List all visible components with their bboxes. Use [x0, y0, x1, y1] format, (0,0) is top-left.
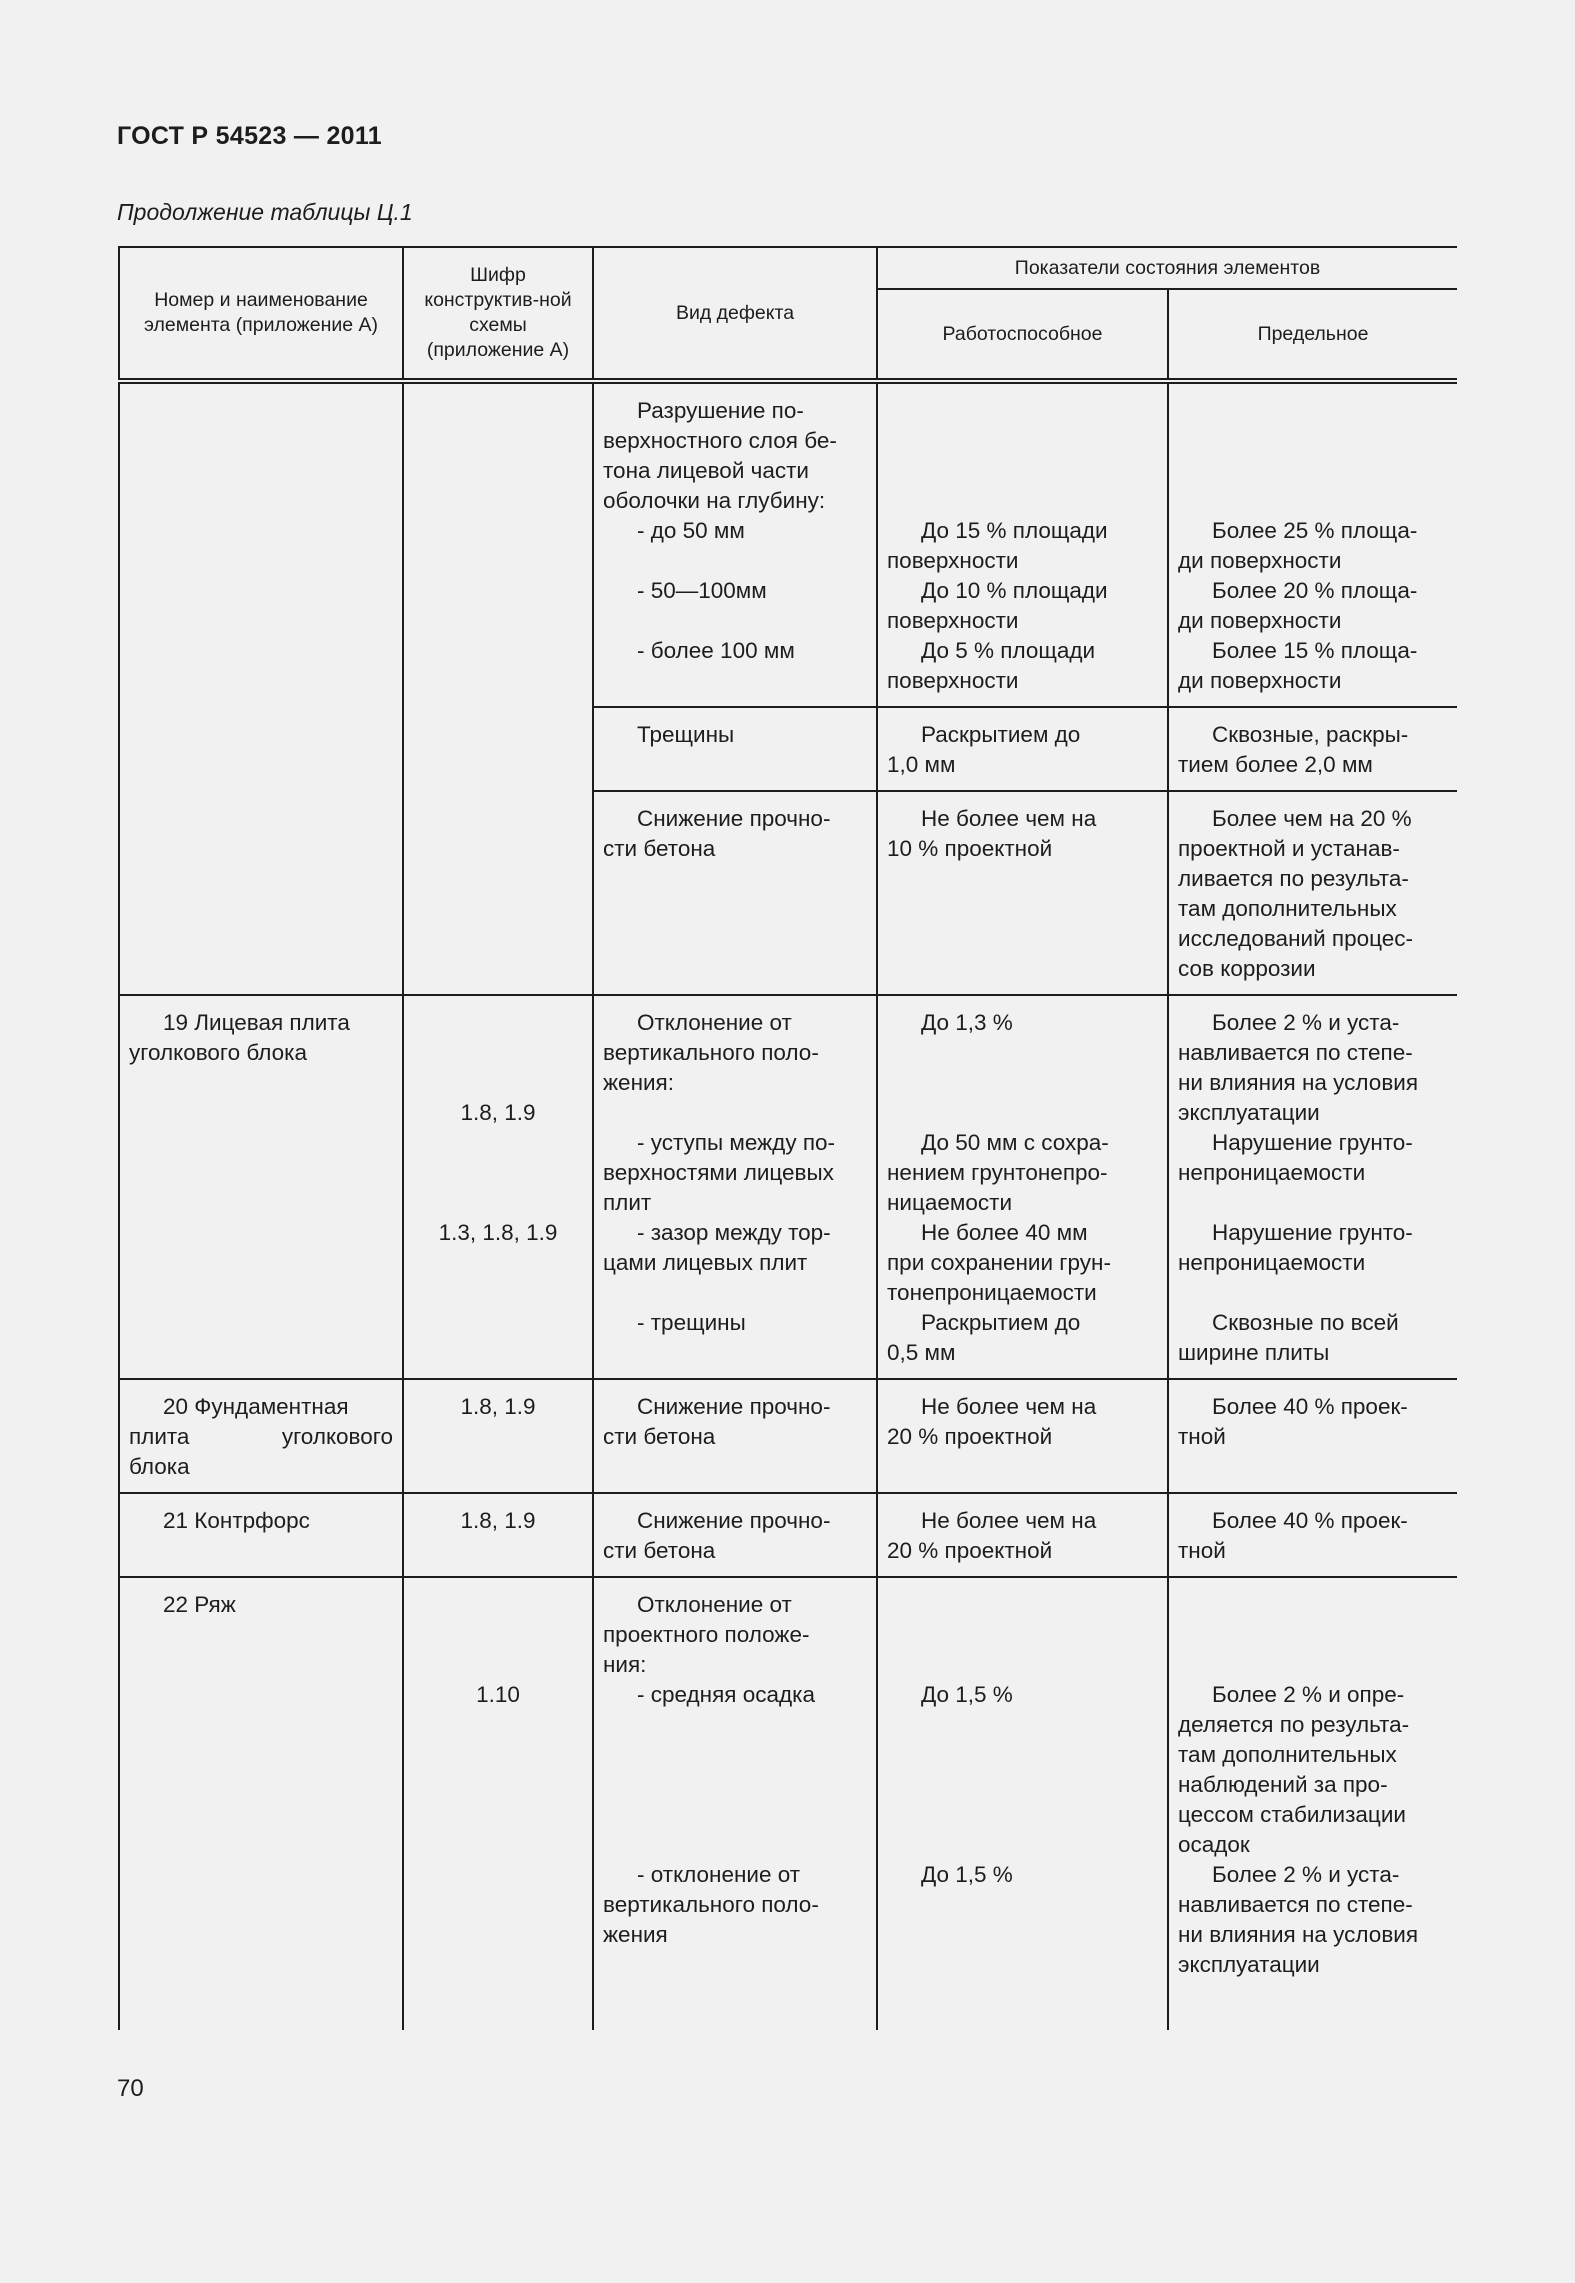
cell-spacer	[887, 1830, 1158, 1860]
cell-text-line: До 10 % площади	[921, 578, 1108, 603]
cell-text-line: верхностного слоя бе-	[603, 428, 837, 453]
cell-limit	[1168, 791, 1457, 995]
cell-spacer	[603, 1830, 867, 1860]
cell-text-line: Более 40 % проек-	[1212, 1508, 1408, 1533]
cell-text-line: исследований процес-	[1178, 926, 1413, 951]
cell-defect	[593, 1493, 877, 1577]
cell-text-line: уголкового блока	[129, 1040, 308, 1065]
cell-text-line: ни влияния на условия	[1178, 1922, 1419, 1947]
cell-text-line: жения:	[603, 1070, 674, 1095]
cell-spacer	[887, 1590, 1158, 1680]
cell-defect	[593, 381, 877, 707]
cell-text-line: ди поверхности	[1178, 608, 1342, 633]
cell-text-line: Нарушение грунто-	[1212, 1220, 1413, 1245]
cell-text-line: 1.10	[476, 1682, 520, 1707]
cell-text-line: там дополнительных	[1178, 896, 1397, 921]
cell-text-line: верхностями лицевых	[603, 1160, 834, 1185]
cell-spacer	[1178, 396, 1448, 516]
cell-limit	[1168, 1577, 1457, 2030]
cell-text-line: ливается по результа-	[1178, 866, 1409, 891]
cell-text-line: сов коррозии	[1178, 956, 1316, 981]
cell-spacer	[887, 396, 1158, 516]
cell-text-line: 1.3, 1.8, 1.9	[438, 1220, 558, 1245]
cell-text-line: До 1,3 %	[921, 1010, 1013, 1035]
header-state-group: Показатели состояния элементов	[877, 247, 1457, 289]
cell-text-line: эксплуатации	[1178, 1952, 1320, 1977]
cell-text-line: Сквозные по всей	[1212, 1310, 1399, 1335]
cell-text-line: эксплуатации	[1178, 1100, 1320, 1125]
cell-element	[119, 1493, 403, 1577]
cell-text-line: Не более чем на	[921, 1394, 1097, 1419]
cell-text-line: оболочки на глубину:	[603, 488, 826, 513]
cell-text-line: плит	[603, 1190, 652, 1215]
cell-text-line: До 50 мм с сохра-	[921, 1130, 1109, 1155]
document-header: ГОСТ Р 54523 — 2011	[117, 122, 382, 150]
cell-text-line: при сохранении грун-	[887, 1250, 1111, 1275]
cell-spacer	[603, 1278, 867, 1308]
cell-text-line: нением грунтонепро-	[887, 1160, 1108, 1185]
table-row	[119, 1493, 1457, 1577]
cell-spacer	[413, 1008, 583, 1098]
header-element: Номер и наименование элемента (приложение А)	[119, 247, 403, 381]
table-row	[119, 995, 1457, 1379]
cell-text-line: До 1,5 %	[921, 1862, 1013, 1887]
cell-text-line: сти бетона	[603, 1538, 716, 1563]
cell-text-line: Трещины	[637, 722, 735, 747]
cell-text-line: 10 % проектной	[887, 836, 1053, 861]
table-row	[119, 1379, 1457, 1493]
cell-defect	[593, 1577, 877, 2030]
cell-text-line: ния:	[603, 1652, 647, 1677]
header-scheme: Шифр конструктив-ной схемы (приложение А)	[403, 247, 593, 381]
cell-text-line: Нарушение грунто-	[1212, 1130, 1413, 1155]
cell-text-line: тием более 2,0 мм	[1178, 752, 1373, 777]
cell-text-line: плита уголкового	[129, 1424, 393, 1449]
cell-text-line: Снижение прочно-	[637, 806, 831, 831]
cell-operable	[877, 1379, 1168, 1493]
table-header	[119, 247, 1457, 381]
cell-text-line: вертикального поло-	[603, 1040, 819, 1065]
cell-text-line: - до 50 мм	[637, 518, 745, 543]
cell-spacer	[887, 1710, 1158, 1830]
cell-text-line: поверхности	[887, 548, 1019, 573]
cell-text-line: Более 15 % площа-	[1212, 638, 1418, 663]
cell-text-line: проектного положе-	[603, 1622, 810, 1647]
cell-text-line: цессом стабилизации	[1178, 1802, 1406, 1827]
cell-defect	[593, 995, 877, 1379]
cell-text-line: навливается по степе-	[1178, 1040, 1413, 1065]
cell-text-line: сти бетона	[603, 836, 716, 861]
cell-limit	[1168, 1379, 1457, 1493]
cell-scheme	[403, 995, 593, 1379]
cell-text-line: Отклонение от	[637, 1010, 792, 1035]
cell-defect	[593, 791, 877, 995]
defects-table-container	[118, 246, 1457, 2056]
header-defect: Вид дефекта	[593, 247, 877, 381]
cell-spacer	[603, 1710, 867, 1830]
cell-spacer	[1178, 1188, 1448, 1218]
page-number: 70	[117, 2075, 144, 2102]
cell-text-line: 20 % проектной	[887, 1424, 1053, 1449]
cell-text-line: - отклонение от	[637, 1862, 801, 1887]
cell-text-line: Более 2 % и уста-	[1212, 1862, 1400, 1887]
cell-text-line: Более 2 % и уста-	[1212, 1010, 1400, 1035]
cell-text-line: ницаемости	[887, 1190, 1013, 1215]
cell-text-line: - трещины	[637, 1310, 746, 1335]
cell-text-line: Снижение прочно-	[637, 1508, 831, 1533]
cell-spacer	[603, 606, 867, 636]
cell-text-line: Более 20 % площа-	[1212, 578, 1418, 603]
cell-text-line: Более 25 % площа-	[1212, 518, 1418, 543]
cell-text-line: поверхности	[887, 668, 1019, 693]
cell-text-line: тона лицевой части	[603, 458, 809, 483]
cell-scheme	[403, 1577, 593, 2030]
cell-element	[119, 1379, 403, 1493]
cell-text-line: вертикального поло-	[603, 1892, 819, 1917]
cell-text-line: - средняя осадка	[637, 1682, 815, 1707]
cell-operable	[877, 1493, 1168, 1577]
cell-spacer	[413, 1590, 583, 1680]
cell-text-line: деляется по результа-	[1178, 1712, 1410, 1737]
cell-operable	[877, 791, 1168, 995]
cell-operable	[877, 995, 1168, 1379]
cell-element	[119, 1577, 403, 2030]
header-limit: Предельное	[1168, 289, 1457, 381]
cell-operable	[877, 707, 1168, 791]
cell-text-line: Раскрытием до	[921, 1310, 1081, 1335]
cell-text-line: 1.8, 1.9	[460, 1100, 536, 1125]
cell-limit	[1168, 381, 1457, 707]
cell-scheme	[403, 1493, 593, 1577]
cell-text-line: сти бетона	[603, 1424, 716, 1449]
cell-text-line: ширине плиты	[1178, 1340, 1330, 1365]
cell-spacer	[413, 1128, 583, 1218]
cell-text-line: там дополнительных	[1178, 1742, 1397, 1767]
cell-scheme	[403, 1379, 593, 1493]
cell-limit	[1168, 1493, 1457, 1577]
cell-text-line: До 5 % площади	[921, 638, 1096, 663]
cell-text-line: 1,0 мм	[887, 752, 956, 777]
cell-element-cont	[119, 381, 403, 995]
cell-spacer	[887, 1038, 1158, 1128]
cell-text-line: ди поверхности	[1178, 548, 1342, 573]
cell-text-line: 21 Контрфорс	[163, 1508, 310, 1533]
cell-operable	[877, 381, 1168, 707]
cell-text-line: Более чем на 20 %	[1212, 806, 1412, 831]
cell-text-line: цами лицевых плит	[603, 1250, 808, 1275]
cell-text-line: 20 Фундаментная	[163, 1394, 349, 1419]
cell-text-line: непроницаемости	[1178, 1160, 1366, 1185]
cell-text-line: 19 Лицевая плита	[163, 1010, 350, 1035]
table-row	[119, 1577, 1457, 2030]
cell-text-line: 20 % проектной	[887, 1538, 1053, 1563]
cell-text-line: Снижение прочно-	[637, 1394, 831, 1419]
cell-text-line: непроницаемости	[1178, 1250, 1366, 1275]
cell-scheme-cont	[403, 381, 593, 995]
cell-limit	[1168, 995, 1457, 1379]
cell-text-line: Более 40 % проек-	[1212, 1394, 1408, 1419]
cell-text-line: тной	[1178, 1538, 1226, 1563]
cell-text-line: тной	[1178, 1424, 1226, 1449]
cell-text-line: Более 2 % и опре-	[1212, 1682, 1405, 1707]
cell-text-line: 22 Ряж	[163, 1592, 236, 1617]
cell-text-line: поверхности	[887, 608, 1019, 633]
cell-spacer	[1178, 1278, 1448, 1308]
cell-text-line: Разрушение по-	[637, 398, 804, 423]
cell-spacer	[603, 1098, 867, 1128]
cell-text-line: Не более чем на	[921, 1508, 1097, 1533]
cell-text-line: наблюдений за про-	[1178, 1772, 1388, 1797]
cell-text-line: Отклонение от	[637, 1592, 792, 1617]
cell-element	[119, 995, 403, 1379]
cell-text-line: - более 100 мм	[637, 638, 795, 663]
cell-text-line: проектной и устанав-	[1178, 836, 1400, 861]
cell-operable	[877, 1577, 1168, 2030]
cell-text-line: ди поверхности	[1178, 668, 1342, 693]
cell-spacer	[1178, 1590, 1448, 1680]
cell-limit	[1168, 707, 1457, 791]
cell-text-line: 0,5 мм	[887, 1340, 956, 1365]
cell-text-line: тонепроницаемости	[887, 1280, 1097, 1305]
header-operable: Работоспособное	[877, 289, 1168, 381]
cell-text-line: - зазор между тор-	[637, 1220, 831, 1245]
cell-text-line: навливается по степе-	[1178, 1892, 1413, 1917]
cell-text-line: 1.8, 1.9	[460, 1394, 536, 1419]
cell-text-line: Не более 40 мм	[921, 1220, 1088, 1245]
cell-text-line: До 1,5 %	[921, 1682, 1013, 1707]
cell-spacer	[603, 546, 867, 576]
cell-text-line: Сквозные, раскры-	[1212, 722, 1409, 747]
cell-text-line: - 50—100мм	[637, 578, 767, 603]
cell-text-line: - уступы между по-	[637, 1130, 836, 1155]
cell-text-line: Раскрытием до	[921, 722, 1081, 747]
cell-text-line: До 15 % площади	[921, 518, 1108, 543]
cell-text-line: блока	[129, 1454, 190, 1479]
cell-defect	[593, 707, 877, 791]
cell-text-line: Не более чем на	[921, 806, 1097, 831]
cell-text-line: осадок	[1178, 1832, 1250, 1857]
table-row	[119, 381, 1457, 707]
cell-text-line: жения	[603, 1922, 668, 1947]
cell-text-line: 1.8, 1.9	[460, 1508, 536, 1533]
cell-text-line: ни влияния на условия	[1178, 1070, 1419, 1095]
table-caption: Продолжение таблицы Ц.1	[117, 199, 413, 225]
cell-defect	[593, 1379, 877, 1493]
defects-table	[118, 246, 1457, 2030]
